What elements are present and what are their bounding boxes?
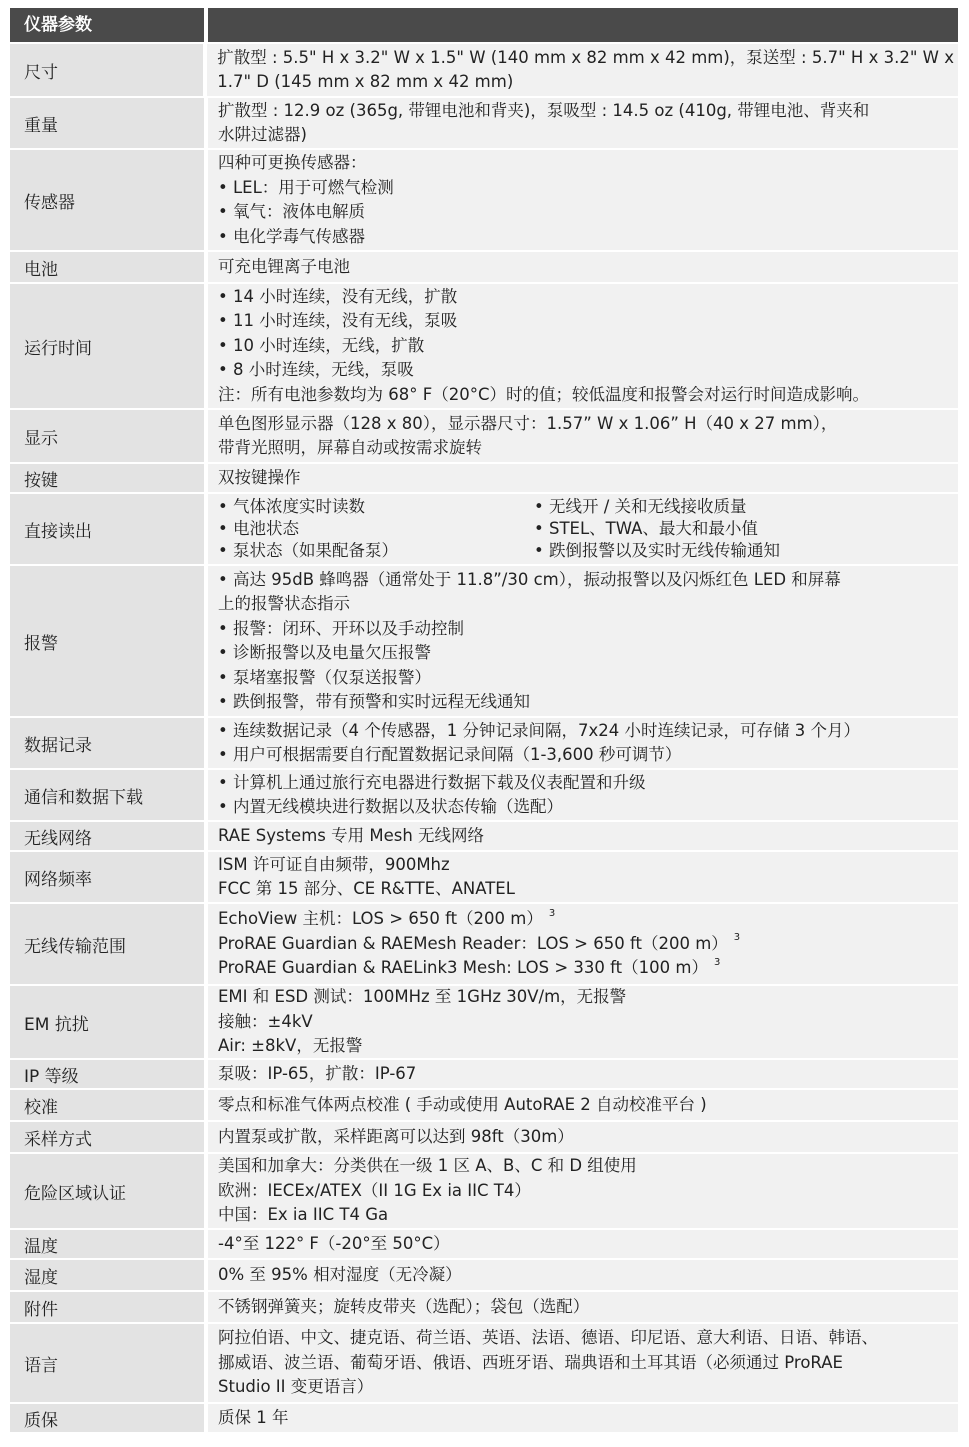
- value-line: 扩散型 : 12.9 oz (365g, 带锂电池和背夹)，泵吸型 : 14.5 oz (410g, 带锂电池、背夹和: [218, 100, 870, 120]
- row-value: [208, 852, 958, 902]
- value-line: FCC 第 15 部分、CE R&TTE、ANATEL: [218, 879, 515, 898]
- value-line: 零点和标准气体两点校准 ( 手动或使用 AutoRAE 2 自动校准平台 ): [218, 1094, 707, 1114]
- readout-col-1: [218, 496, 534, 562]
- row-network: [10, 822, 958, 850]
- value-line: 上的报警状态指示: [218, 594, 350, 613]
- value-line: Air: ±8kV，无报警: [218, 1036, 363, 1056]
- row-value: [208, 150, 958, 250]
- value-line: -4°至 122° F（-20°至 50°C）: [218, 1233, 450, 1253]
- row-value: [208, 1292, 958, 1322]
- value-line: 双按键操作: [218, 467, 301, 487]
- value-line: 扩散型 : 5.5" H x 3.2" W x 1.5" W (140 mm x 82 mm x 42 mm)，泵送型 : 5.7" H x 3.2" W x: [217, 47, 954, 67]
- row-label: 湿度: [10, 1260, 204, 1290]
- value-line: 美国和加拿大：分类供在一级 1 区 A、B、C 和 D 组使用: [218, 1156, 637, 1176]
- value-line: 泵吸：IP-65，扩散：IP-67: [218, 1063, 417, 1083]
- row-readout: [10, 494, 958, 564]
- row-label: 数据记录: [10, 718, 204, 768]
- value-line: • 计算机上通过旅行充电器进行数据下载及仪表配置和升级: [218, 772, 646, 792]
- row-value: [208, 1230, 958, 1258]
- value-line: 内置泵或扩散，采样距离可以达到 98ft（30m）: [218, 1126, 574, 1146]
- row-hazard: [10, 1154, 958, 1228]
- row-em: [10, 986, 958, 1058]
- readout-col-2: [534, 496, 780, 562]
- row-value: [208, 1324, 958, 1402]
- row-ip: [10, 1060, 958, 1088]
- row-keys: [10, 464, 958, 492]
- row-access: [10, 1292, 958, 1322]
- value-line: 可充电锂离子电池: [218, 256, 350, 276]
- row-datalog: [10, 718, 958, 768]
- row-label: 质保: [10, 1404, 204, 1432]
- row-label: 重量: [10, 98, 204, 148]
- range-text: ProRAE Guardian & RAELink3 Mesh: LOS > 330 ft（100 m）: [218, 958, 708, 978]
- table-header: [10, 8, 958, 42]
- value-line: • 报警：闭环、开环以及手动控制: [218, 618, 464, 638]
- row-value: [208, 1404, 958, 1432]
- range-text: ProRAE Guardian & RAEMesh Reader：LOS > 650 ft（200 m）: [218, 933, 728, 953]
- row-comms: [10, 770, 958, 820]
- value-line: 欧洲：IECEx/ATEX（II 1G Ex ia IIC T4）: [218, 1180, 531, 1200]
- value-line: 质保 1 年: [218, 1407, 289, 1427]
- row-value: [208, 1060, 958, 1088]
- value-line: 1.7" D (145 mm x 82 mm x 42 mm): [217, 72, 514, 91]
- value-line: • 连续数据记录（4 个传感器，1 分钟记录间隔，7x24 小时连续记录，可存储 3 个月）: [218, 720, 860, 740]
- row-label: 附件: [10, 1292, 204, 1322]
- row-label: 按键: [10, 464, 204, 492]
- value-line: EMI 和 ESD 测试：100MHz 至 1GHz 30V/m，无报警: [218, 987, 627, 1007]
- row-label: 网络频率: [10, 852, 204, 902]
- row-label: 危险区域认证: [10, 1154, 204, 1228]
- row-label: 显示: [10, 410, 204, 462]
- value-line: • 8 小时连续，无线，泵吸: [218, 360, 414, 380]
- value-line: 单色图形显示器（128 x 80），显示器尺寸：1.57” W x 1.06” H（40 x 27 mm），: [218, 413, 838, 433]
- row-value: [208, 1122, 958, 1152]
- range-line: [218, 956, 954, 981]
- readout-item: • 无线开 / 关和无线接收质量: [534, 497, 747, 516]
- row-value: [208, 566, 958, 716]
- row-label: 语言: [10, 1324, 204, 1402]
- value-line: 0% 至 95% 相对湿度（无冷凝）: [218, 1264, 462, 1284]
- row-sensor: [10, 150, 958, 250]
- value-line: 水阱过滤器): [218, 125, 307, 144]
- row-value: [208, 494, 958, 564]
- value-line: • 11 小时连续，没有无线，泵吸: [218, 311, 458, 331]
- header-title: 仪器参数: [10, 8, 204, 42]
- range-text: EchoView 主机：LOS > 650 ft（200 m）: [218, 909, 543, 929]
- row-value: [208, 410, 958, 462]
- row-display: [10, 410, 958, 462]
- row-label: 采样方式: [10, 1122, 204, 1152]
- row-runtime: [10, 284, 958, 408]
- row-value: [208, 1154, 958, 1228]
- row-label: EM 抗扰: [10, 986, 204, 1058]
- row-weight: [10, 98, 958, 148]
- footnote-ref: 3: [733, 932, 741, 944]
- row-calib: [10, 1090, 958, 1120]
- value-line: • 电化学毒气传感器: [218, 226, 365, 246]
- row-label: 直接读出: [10, 494, 204, 564]
- row-humidity: [10, 1260, 958, 1290]
- value-line: • 内置无线模块进行数据以及状态传输（选配）: [218, 797, 563, 816]
- readout-item: • 气体浓度实时读数: [218, 497, 365, 516]
- value-line: ISM 许可证自由频带，900Mhz: [218, 854, 450, 874]
- header-fill: [208, 8, 958, 42]
- value-line: 带背光照明，屏幕自动或按需求旋转: [218, 438, 482, 457]
- row-value: [208, 1260, 958, 1290]
- value-line: • 高达 95dB 蜂鸣器（通常处于 11.8”/30 cm），振动报警以及闪烁红色 LED 和屏幕: [218, 569, 841, 589]
- row-value: [208, 822, 958, 850]
- row-label: 电池: [10, 252, 204, 282]
- row-freq: [10, 852, 958, 902]
- row-value: [208, 252, 958, 282]
- row-size: [10, 44, 958, 96]
- readout-item: • 电池状态: [218, 519, 299, 538]
- value-line: RAE Systems 专用 Mesh 无线网络: [218, 825, 485, 845]
- row-label: 传感器: [10, 150, 204, 250]
- value-line: • 10 小时连续，无线，扩散: [218, 335, 425, 355]
- row-value: [208, 770, 958, 820]
- value-line: • LEL：用于可燃气检测: [218, 177, 394, 197]
- row-value: [208, 986, 958, 1058]
- row-label: 无线网络: [10, 822, 204, 850]
- row-label: 温度: [10, 1230, 204, 1258]
- row-label: 通信和数据下载: [10, 770, 204, 820]
- value-line: • 14 小时连续，没有无线，扩散: [218, 286, 458, 306]
- row-value: [208, 98, 958, 148]
- value-line: • 氧气：液体电解质: [218, 202, 365, 221]
- value-line: 四种可更换传感器：: [218, 153, 367, 172]
- row-warranty: [10, 1404, 958, 1432]
- value-line: 注：所有电池参数均为 68° F（20°C）时的值；较低温度和报警会对运行时间造成影响。: [218, 384, 869, 404]
- row-label: IP 等级: [10, 1060, 204, 1088]
- row-alarm: [10, 566, 958, 716]
- row-value: [207, 44, 958, 96]
- range-line: [218, 932, 954, 957]
- value-line: • 诊断报警以及电量欠压报警: [218, 643, 431, 662]
- value-line: 不锈钢弹簧夹；旋转皮带夹（选配）；袋包（选配）: [218, 1296, 590, 1316]
- row-range: [10, 904, 958, 984]
- value-line: 中国：Ex ia IIC T4 Ga: [218, 1205, 389, 1225]
- row-lang: [10, 1324, 958, 1402]
- spec-table: [10, 8, 958, 1434]
- readout-item: • STEL、TWA、最大和最小值: [534, 519, 758, 538]
- readout-item: • 跌倒报警以及实时无线传输通知: [534, 541, 780, 560]
- row-label: 报警: [10, 566, 204, 716]
- value-line: • 泵堵塞报警（仅泵送报警）: [218, 667, 431, 687]
- row-value: [208, 904, 958, 984]
- row-label: 尺寸: [10, 44, 203, 96]
- value-line: • 用户可根据需要自行配置数据记录间隔（1-3,600 秒可调节）: [218, 745, 682, 764]
- value-line: 挪威语、波兰语、葡萄牙语、俄语、西班牙语、瑞典语和土耳其语（必须通过 ProRAE: [218, 1352, 843, 1372]
- row-value: [208, 718, 958, 768]
- row-sampling: [10, 1122, 958, 1152]
- row-label: 校准: [10, 1090, 204, 1120]
- value-line: • 跌倒报警，带有预警和实时远程无线通知: [218, 692, 530, 711]
- value-line: 接触：±4kV: [218, 1011, 313, 1031]
- readout-item: • 泵状态（如果配备泵）: [218, 541, 398, 560]
- row-value: [208, 1090, 958, 1120]
- footnote-ref: 3: [713, 956, 721, 968]
- row-value: [208, 464, 958, 492]
- row-value: [208, 284, 958, 408]
- row-temp: [10, 1230, 958, 1258]
- value-line: 阿拉伯语、中文、捷克语、荷兰语、英语、法语、德语、印尼语、意大利语、日语、韩语、: [218, 1328, 878, 1348]
- row-label: 运行时间: [10, 284, 204, 408]
- footnote-ref: 3: [548, 907, 556, 919]
- range-line: [218, 907, 954, 932]
- row-battery: [10, 252, 958, 282]
- value-line: Studio II 变更语言）: [218, 1377, 374, 1397]
- row-label: 无线传输范围: [10, 904, 204, 984]
